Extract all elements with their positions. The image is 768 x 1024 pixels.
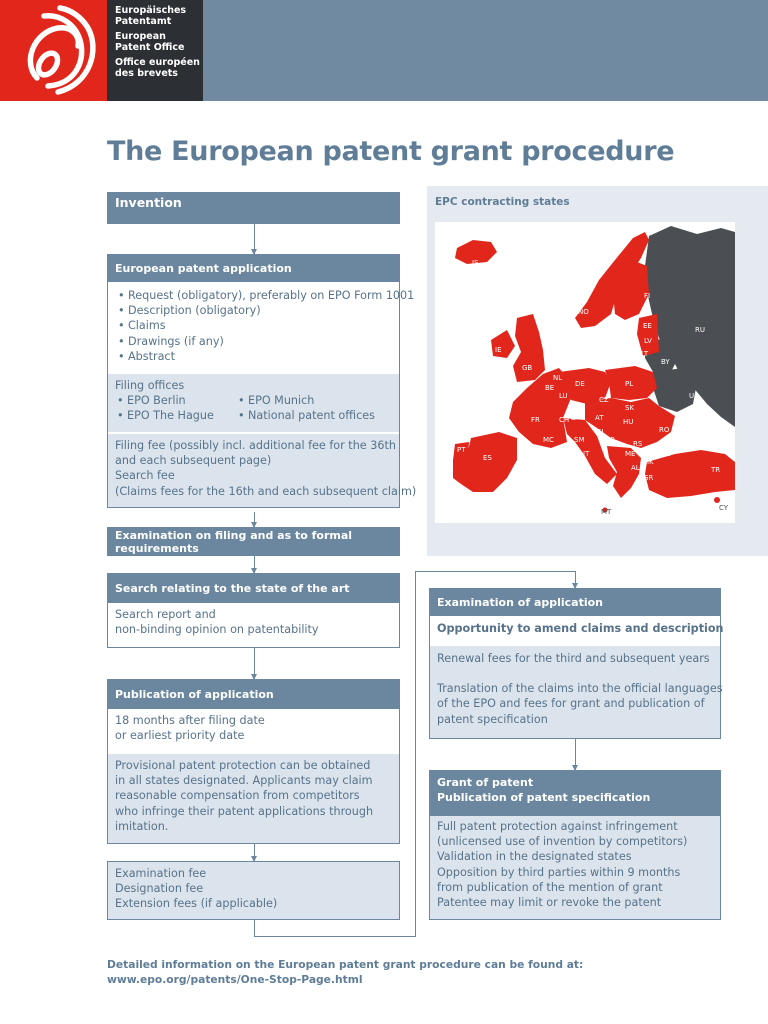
map-label: BY: [661, 358, 670, 366]
list-item: • EPO The Hague: [115, 408, 236, 423]
map-label: LI: [571, 414, 577, 422]
exam-app-subtitle: Opportunity to amend claims and description: [437, 622, 724, 635]
exam-fee-line: Examination fee: [115, 867, 207, 880]
exam-fee-line: Extension fees (if applicable): [115, 897, 278, 911]
grant-line: Full patent protection against infringement: [437, 820, 678, 833]
logo-line: Patentamt: [115, 15, 172, 27]
connector-line: [254, 920, 255, 937]
filing-offices: [107, 374, 400, 432]
map-label: FR: [531, 416, 540, 424]
flow-arrow: [254, 648, 255, 679]
map-label: EE: [643, 322, 652, 330]
map-label: AL: [631, 464, 640, 472]
logo-line: Office européen: [115, 57, 200, 68]
map-label: ME: [625, 450, 636, 458]
protection-line: imitation.: [115, 819, 169, 833]
search-line: Search report and: [115, 608, 216, 621]
grant-line: from publication of the mention of grant: [437, 880, 663, 894]
list-item: • EPO Berlin: [115, 393, 236, 408]
map-label: CZ: [599, 396, 609, 404]
map-label: DE: [575, 380, 585, 388]
map-label: SK: [625, 404, 635, 412]
list-item: • Claims: [116, 318, 391, 333]
map-label: PT: [457, 446, 466, 454]
exam-app-header: [429, 588, 721, 616]
exam-app-fees: [429, 646, 721, 739]
flow-arrow: [254, 556, 255, 573]
search-box: [107, 573, 400, 648]
map-label: FI: [644, 292, 651, 300]
search-header: [107, 573, 400, 603]
publication-body: [107, 709, 400, 751]
list-item: • National patent offices: [236, 408, 375, 423]
exam-fee-line: Designation fee: [115, 882, 204, 896]
map-label: RU: [695, 326, 705, 334]
exam-app-box: [429, 588, 724, 739]
filing-offices-label: Filing offices: [115, 379, 185, 392]
application-fees: [107, 434, 417, 508]
exam-app-sub: [429, 616, 724, 644]
page-title: The European patent grant procedure: [107, 136, 675, 167]
map-label: IT: [583, 450, 590, 458]
map-label: ES: [483, 454, 492, 462]
publication-title: Publication of application: [115, 687, 274, 701]
application-items: [107, 282, 415, 374]
logo-line: European: [115, 31, 166, 42]
map-label: BE: [545, 384, 555, 392]
search-title: Search relating to the state of the art: [115, 581, 350, 595]
map-label: IE: [495, 346, 502, 354]
exam-filing-box: [107, 527, 400, 556]
map-label: BG: [661, 450, 672, 458]
grant-title: Grant of patent: [437, 776, 534, 789]
map-label: LT: [641, 350, 649, 358]
map-label: AT: [595, 414, 604, 422]
application-title: European patent application: [115, 261, 292, 275]
publication-line: or earliest priority date: [115, 729, 245, 743]
map-label: MC: [543, 436, 554, 444]
list-item: • Drawings (if any): [116, 334, 391, 349]
connector-line: [415, 571, 576, 572]
map-label: PL: [625, 380, 634, 388]
map-label: GB: [522, 364, 533, 372]
protection-line: Provisional patent protection can be obtained: [115, 759, 371, 772]
flow-arrow: [254, 224, 255, 254]
map-label: MD: [681, 410, 693, 418]
epo-logo: [0, 0, 107, 101]
map-label: LU: [559, 392, 568, 400]
flow-arrow: [575, 739, 576, 770]
epc-states-map: [435, 222, 735, 523]
publication-protection: [107, 754, 400, 844]
publication-box: [107, 679, 400, 844]
list-item: • Request (obligatory), preferably on EPO Form 1001: [116, 288, 391, 303]
map-label: SI: [597, 428, 604, 436]
flow-arrow: [254, 844, 255, 861]
map-label: NL: [553, 374, 563, 382]
connector-line: [415, 571, 416, 937]
translation-line: patent specification: [437, 712, 548, 726]
protection-line: reasonable compensation from competitors: [115, 789, 360, 803]
map-label: LV: [644, 337, 652, 345]
search-line: non-binding opinion on patentability: [115, 623, 319, 637]
map-label: MT: [601, 508, 612, 516]
list-item: • Abstract: [116, 349, 391, 364]
translation-line: of the EPO and fees for grant and publication of: [437, 697, 705, 711]
exam-app-title: Examination of application: [437, 595, 604, 609]
invention-box: [107, 192, 400, 224]
logo-line: des brevets: [115, 67, 178, 79]
protection-line: in all states designated. Applicants may claim: [115, 774, 373, 788]
fee-line: (Claims fees for the 16th and each subsequent claim): [115, 484, 417, 498]
map-label: NO: [578, 308, 589, 316]
fee-line: and each subsequent page): [115, 454, 272, 468]
protection-line: who infringe their patent applications through: [115, 804, 374, 818]
grant-line: (unlicensed use of invention by competitors): [437, 835, 688, 849]
map-label: HR: [605, 436, 616, 444]
grant-line: Patentee may limit or revoke the patent: [437, 896, 662, 910]
epo-wordmark: [107, 0, 203, 101]
publication-line: 18 months after filing date: [115, 714, 265, 727]
logo-line: Europäisches: [115, 5, 187, 16]
map-label: TR: [711, 466, 721, 474]
invention-label: Invention: [115, 195, 182, 210]
application-box: [107, 254, 417, 508]
grant-body: [429, 816, 721, 920]
grant-header: [429, 770, 721, 816]
flow-arrow: [254, 512, 255, 527]
map-label: UA: [689, 392, 699, 400]
footer-link[interactable]: www.epo.org/patents/One-Stop-Page.html: [107, 973, 363, 986]
publication-header: [107, 679, 400, 709]
map-label: RO: [659, 426, 670, 434]
search-body: [107, 603, 400, 648]
exam-fees-box: [107, 861, 400, 920]
map-label: MK: [643, 458, 654, 466]
list-item: • Description (obligatory): [116, 303, 391, 318]
list-item: • EPO Munich: [236, 393, 375, 408]
fee-line: Search fee: [115, 469, 175, 483]
fee-line: Filing fee (possibly incl. additional fee for the 36th: [115, 439, 396, 452]
epo-logo-icon: [0, 0, 107, 101]
map-label: CH: [559, 416, 570, 424]
flow-arrow: [575, 571, 576, 588]
footer-text: Detailed information on the European patent grant procedure can be found at:: [107, 958, 584, 971]
grant-subtitle: Publication of patent specification: [437, 791, 651, 804]
map-label: AD: [523, 444, 534, 452]
map-title: EPC contracting states: [435, 196, 570, 208]
map-label: SM: [574, 436, 585, 444]
translation-line: Translation of the claims into the official languages: [437, 682, 723, 696]
map-label: GR: [643, 474, 654, 482]
application-header: [107, 254, 400, 282]
grant-line: Validation in the designated states: [437, 850, 632, 864]
grant-line: Opposition by third parties within 9 months: [437, 865, 681, 879]
map-label: RS: [633, 440, 643, 448]
footer-info: [107, 957, 583, 987]
connector-line: [254, 936, 416, 937]
map-label: IS: [472, 259, 479, 267]
exam-filing-label: Examination on filing and as to formal requirements: [115, 528, 353, 555]
map-label: CY: [719, 504, 729, 512]
renewal-line: Renewal fees for the third and subsequent years: [437, 652, 710, 665]
logo-line: Patent Office: [115, 41, 185, 53]
map-label: HU: [623, 418, 634, 426]
map-label: SE: [601, 320, 610, 328]
grant-box: [429, 770, 721, 920]
